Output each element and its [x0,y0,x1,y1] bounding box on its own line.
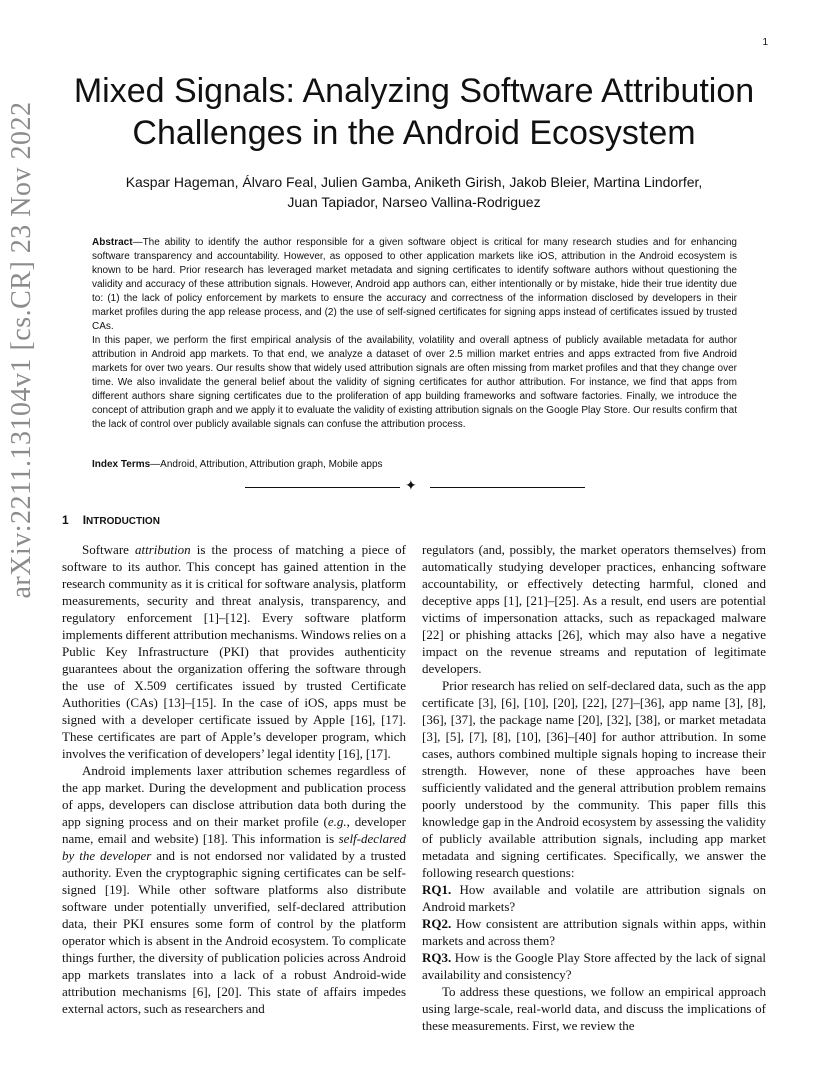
intro-p2-emphasis-2: self-declared by the developer [62,831,406,863]
index-terms-label: Index Terms [92,459,151,470]
index-terms [92,458,737,472]
intro-paragraph-1 [62,541,406,762]
rq2-label: RQ2. [422,916,452,931]
section-divider [245,479,585,495]
rq1-text: How available and volatile are attribution signals on Android markets? [422,882,766,914]
title-line-1: Mixed Signals: Analyzing Software Attribution [73,72,755,110]
body-column-left [62,541,406,1017]
index-terms-text: —Android, Attribution, Attribution graph, Mobile apps [150,459,383,470]
intro-p2-emphasis-1: e.g. [327,814,347,829]
abstract-paragraph-1 [92,236,737,334]
author-list [60,172,768,212]
intro-p2-text-b: , developer name, email and website) [18]. This information is [62,814,406,846]
intro-p2-text-a: Android implements laxer attribution schemes regardless of the app market. During the development and publication process of apps, developers can disclose attribution data both during the app signing process and on their market profile ( [62,763,406,829]
abstract-paragraph-2: In this paper, we perform the first empirical analysis of the availability, volatility and overall aptness of publicly available metadata for author attribution in Android app markets. To that end, we analyze a dataset of over 2.5 million market entries and apps extracted from five Android markets for over two years. Our results show that widely used attribution signals are often missing from market profiles and that they change over time. We also invalidate the general belief about the validity of signing certificates for author attribution. For instance, we find that apps from different authors share signing certificates due to the proliferation of app building frameworks and software factories. Finally, we introduce the concept of attribution graph and we apply it to evaluate the validity of existing attribution signals on the Google Play Store. Our results confirm that the lack of control over publicly available signals can confuse the attribution process. [92,335,737,430]
divider-line-left [245,487,400,488]
authors-line-2: Juan Tapiador, Narseo Vallina-Rodriguez [287,194,541,210]
rq1-label: RQ1. [422,882,452,897]
paper-title [60,70,768,154]
divider-star-icon: ✦ [405,478,417,494]
intro-paragraph-3: regulators (and, possibly, the market operators themselves) from automatically studying developer practices, enhancing software accountability, or effectively detecting harmful, cloned and deceptive apps [1], [21]–[25]. As a result, end users are potential victims of impersonation attacks, such as repackaged malware [22] or phishing attacks [26], which may also have a negative impact on the revenue streams and reputation of legitimate developers. [422,542,766,676]
authors-line-1: Kaspar Hageman, Álvaro Feal, Julien Gamba, Aniketh Girish, Jakob Bleier, Martina Lindorfer, [125,174,703,190]
section-number: 1 [62,513,69,527]
abstract-label: Abstract [92,237,133,248]
section-heading [62,513,160,527]
page-number: 1 [762,37,768,48]
section-title-rest: NTRODUCTION [86,516,160,527]
section-title-initial: I [82,513,87,527]
research-question-2 [422,915,766,949]
body-column-right [422,541,766,1034]
intro-paragraph-4: Prior research has relied on self-declared data, such as the app certificate [3], [6], [10], [20], [22], [27]–[36], app name [3], [8], [36], [37], the package name [20], [32], [38], or market metadata [3], [5], [7], [8], [10], [36]–[40] for author attribution. In some cases, authors combined multiple signals hoping to increase their strength. However, none of these approaches have been sufficiently validated and the general attribution problem remains poorly understood by the community. This paper fills this knowledge gap in the Android ecosystem by assessing the validity of publicly available attribution signals, including app market metadata and signing certificates. Specifically, we answer the following research questions: [422,678,766,880]
title-line-2: Challenges in the Android Ecosystem [132,114,696,152]
research-question-1 [422,881,766,915]
intro-paragraph-2 [62,762,406,1017]
intro-p1-text-a: Software [82,542,136,557]
intro-paragraph-5: To address these questions, we follow an empirical approach using large-scale, real-world data, and discuss the implications of these measurements. First, we review the [422,984,766,1033]
rq2-text: How consistent are attribution signals within apps, within markets and across them? [422,916,766,948]
arxiv-identifier-stamp: arXiv:2211.13104v1 [cs.CR] 23 Nov 2022 [6,101,37,599]
rq3-label: RQ3. [422,950,452,965]
rq3-text: How is the Google Play Store affected by the lack of signal availability and consistency? [422,950,766,982]
research-question-3 [422,949,766,983]
abstract-text-1: —The ability to identify the author responsible for a given software object is critical for many research studies and for enhancing software transparency and accountability. However, as opposed to other application markets like iOS, attribution in the Android ecosystem is known to be hard. Prior research has leveraged market metadata and signing certificates to identify software authors without questioning the validity and accuracy of these attribution signals. However, Android app authors can, either intentionally or by mistake, hide their true identity due to: (1) the lack of policy enforcement by markets to ensure the accuracy and correctness of the information disclosed by developers in their market profiles during the app release process, and (2) the use of self-signed certificates for signing apps instead of certificates issued by trusted CAs. [92,237,737,332]
intro-p2-text-c: and is not endorsed nor validated by a trusted authority. Even the cryptographic signing certificates can be self-signed [19]. While other software platforms also distribute software under potentially unverified, self-declared attribution data, their PKI ensures some form of control by the platform operator which is absent in the Android ecosystem. To complicate things further, the diversity of publication policies across Android app markets translates into a lack of a robust Android-wide attribution mechanisms [6], [20]. This state of affairs impedes external actors, such as researchers and [62,848,406,1016]
divider-line-right [430,487,585,488]
intro-p1-text-b: is the process of matching a piece of software to its author. This concept has gained attention in the research community as it is critical for software analysis, platform measurements, security and threat analysis, transparency, and regulatory enforcement [1]–[12]. Every software platform implements different attribution mechanisms. Windows relies on a Public Key Infrastructure (PKI) that provides authenticity guarantees about the organization offering the software through the use of X.509 certificates issued by trusted Certificate Authorities (CAs) [13]–[15]. In the case of iOS, apps must be signed with a developer certificate issued by Apple [16], [17]. These certificates are part of Apple’s developer program, which involves the verification of developers’ legal identity [16], [17]. [62,542,406,761]
abstract [92,236,737,432]
intro-p1-emphasis: attribution [135,542,191,557]
